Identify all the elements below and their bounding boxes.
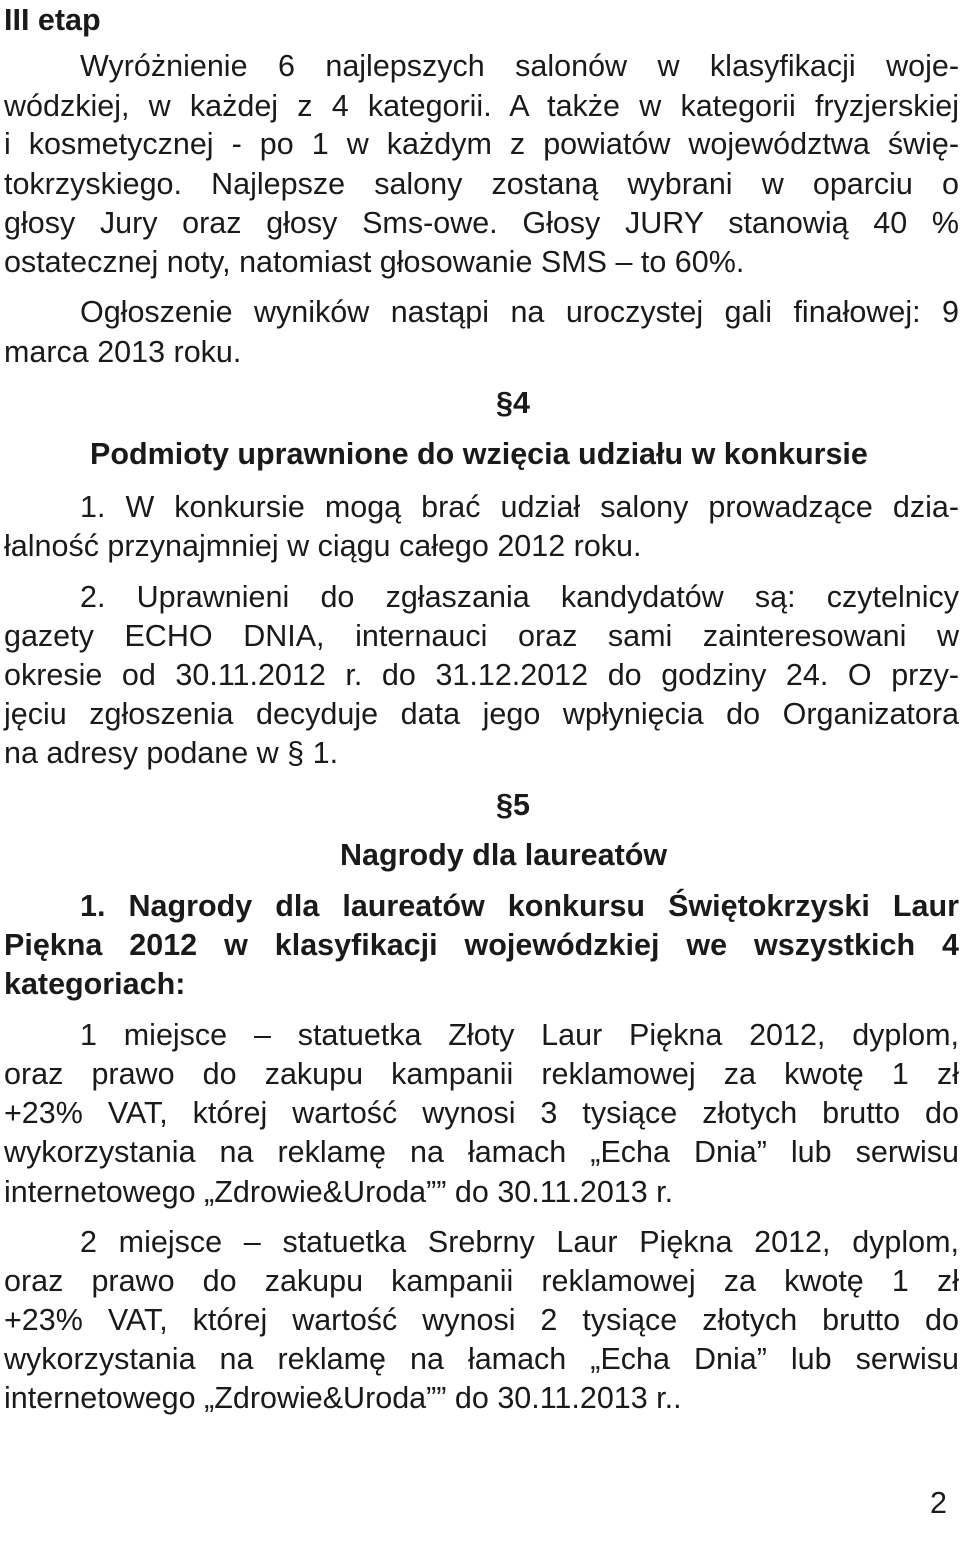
etap-line: ostatecznej noty, natomiast głosowanie SMS – to 60%.: [4, 245, 745, 279]
section4-item2-line: jęciu zgłoszenia decyduje data jego wpłynięcia do Organizatora: [4, 697, 959, 731]
section5-number: §5: [496, 788, 530, 822]
etap-line: i kosmetycznej - po 1 w każdym z powiatów województwa świę-: [4, 127, 959, 161]
place1-line: wykorzystania na reklamę na łamach „Echa Dnia” lub serwisu: [4, 1135, 959, 1169]
section5-intro-line: kategoriach:: [4, 967, 186, 1001]
place2-line: oraz prawo do zakupu kampanii reklamowej za kwotę 1 zł: [4, 1264, 959, 1298]
etap-line: Wyróżnienie 6 najlepszych salonów w klasyfikacji woje-: [80, 49, 959, 83]
section4-item2-line: 2. Uprawnieni do zgłaszania kandydatów są: czytelnicy: [80, 580, 959, 614]
place1-line: 1 miejsce – statuetka Złoty Laur Piękna 2012, dyplom,: [80, 1018, 959, 1052]
section4-item2-line: okresie od 30.11.2012 r. do 31.12.2012 do godziny 24. O przy-: [4, 658, 959, 692]
place1-line: +23% VAT, której wartość wynosi 3 tysiące złotych brutto do: [4, 1096, 959, 1130]
section4-number: §4: [496, 386, 530, 420]
etap-line: głosy Jury oraz głosy Sms-owe. Głosy JURY stanowią 40 %: [4, 206, 959, 240]
place2-line: internetowego „Zdrowie&Uroda”” do 30.11.2013 r..: [4, 1381, 682, 1415]
page-number: 2: [930, 1486, 947, 1520]
etap-heading: III etap: [4, 3, 101, 37]
section5-intro-line: 1. Nagrody dla laureatów konkursu Świętokrzyski Laur: [80, 889, 959, 923]
etap-line: wódzkiej, w każdej z 4 kategorii. A także w kategorii fryzjerskiej: [4, 89, 959, 123]
place2-line: +23% VAT, której wartość wynosi 2 tysiące złotych brutto do: [4, 1303, 959, 1337]
section4-item2-line: gazety ECHO DNIA, internauci oraz sami zainteresowani w: [4, 619, 959, 653]
place1-line: oraz prawo do zakupu kampanii reklamowej za kwotę 1 zł: [4, 1057, 959, 1091]
section5-title: Nagrody dla laureatów: [340, 838, 668, 872]
section4-title: Podmioty uprawnione do wzięcia udziału w konkursie: [90, 437, 868, 471]
place2-line: wykorzystania na reklamę na łamach „Echa Dnia” lub serwisu: [4, 1342, 959, 1376]
section4-item1-line: łalność przynajmniej w ciągu całego 2012 roku.: [4, 529, 642, 563]
section5-intro-line: Piękna 2012 w klasyfikacji wojewódzkiej we wszystkich 4: [4, 928, 959, 962]
place2-line: 2 miejsce – statuetka Srebrny Laur Piękna 2012, dyplom,: [80, 1225, 959, 1259]
gala-line: Ogłoszenie wyników nastąpi na uroczystej gali finałowej: 9: [80, 295, 959, 329]
section4-item1-line: 1. W konkursie mogą brać udział salony prowadzące dzia-: [80, 490, 959, 524]
etap-line: tokrzyskiego. Najlepsze salony zostaną wybrani w oparciu o: [4, 167, 959, 201]
place1-line: internetowego „Zdrowie&Uroda”” do 30.11.2013 r.: [4, 1175, 674, 1209]
gala-line: marca 2013 roku.: [4, 335, 242, 369]
section4-item2-line: na adresy podane w § 1.: [4, 736, 339, 770]
